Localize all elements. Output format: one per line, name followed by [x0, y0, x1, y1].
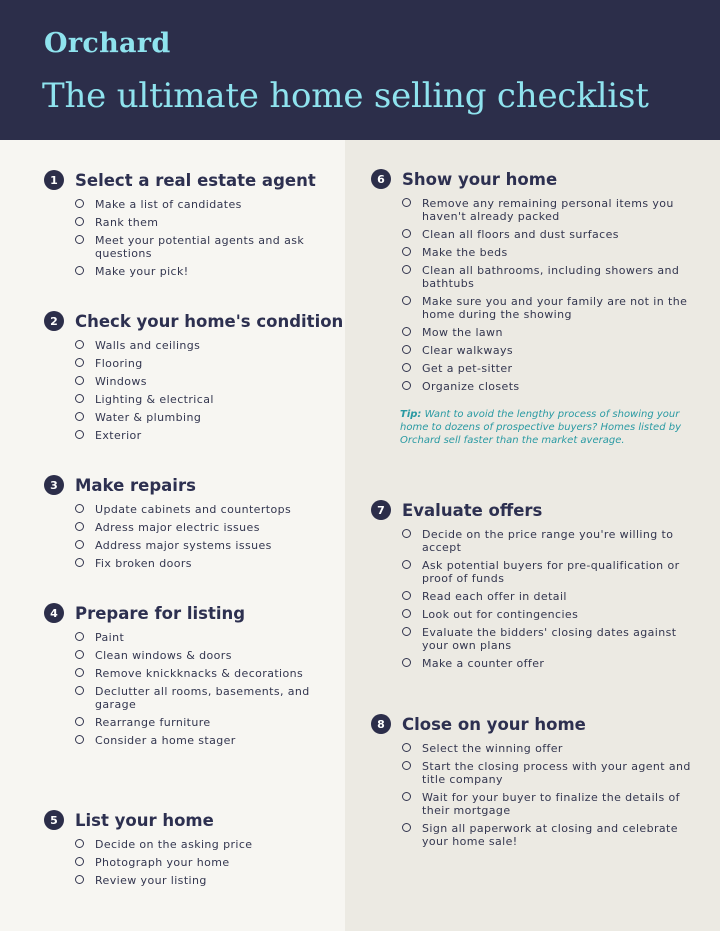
checklist-item[interactable]: [75, 856, 334, 869]
section-2: [44, 309, 344, 447]
section-6: [371, 167, 701, 398]
checklist-item[interactable]: [75, 557, 334, 570]
checkbox-circle-icon[interactable]: [402, 296, 411, 305]
checkbox-circle-icon[interactable]: [75, 340, 84, 349]
checklist: [75, 503, 334, 570]
checkbox-circle-icon[interactable]: [75, 412, 84, 421]
checklist-item-label: Fix broken doors: [95, 557, 192, 570]
checkbox-circle-icon[interactable]: [75, 504, 84, 513]
checklist-item[interactable]: [75, 216, 334, 229]
checkbox-circle-icon[interactable]: [402, 363, 411, 372]
checklist-item[interactable]: [75, 375, 334, 388]
checkbox-circle-icon[interactable]: [402, 345, 411, 354]
checkbox-circle-icon[interactable]: [75, 857, 84, 866]
checklist-item[interactable]: [402, 590, 701, 603]
section-title: Select a real estate agent: [75, 170, 316, 190]
checkbox-circle-icon[interactable]: [402, 627, 411, 636]
section-heading: [44, 601, 334, 625]
checklist-item-label: Read each offer in detail: [422, 590, 567, 603]
checklist-item-label: Wait for your buyer to finalize the details of their mortgage: [422, 791, 680, 817]
checklist-item-label: Organize closets: [422, 380, 520, 393]
checklist: [75, 198, 334, 278]
checklist-item-label: Consider a home stager: [95, 734, 236, 747]
step-number-badge: 8: [371, 714, 391, 734]
checkbox-circle-icon[interactable]: [75, 217, 84, 226]
checklist-item-label: Clean all bathrooms, including showers and bathtubs: [422, 264, 680, 290]
checkbox-circle-icon[interactable]: [402, 198, 411, 207]
step-number-badge: 4: [44, 603, 64, 623]
section-heading: [44, 808, 334, 832]
step-number-badge: 6: [371, 169, 391, 189]
checklist-item[interactable]: [75, 667, 334, 680]
checkbox-circle-icon[interactable]: [75, 376, 84, 385]
checklist-item-label: Clear walkways: [422, 344, 514, 357]
checklist-item[interactable]: [402, 264, 701, 290]
checklist-item-label: Walls and ceilings: [95, 339, 201, 352]
checkbox-circle-icon[interactable]: [75, 632, 84, 641]
checkbox-circle-icon[interactable]: [402, 381, 411, 390]
checklist-item[interactable]: [402, 559, 701, 585]
checkbox-circle-icon[interactable]: [75, 668, 84, 677]
tip-text: Want to avoid the lengthy process of showing your home to dozens of prospective buyers? Homes listed by Orchard sell faster than the market average.: [400, 409, 682, 446]
checklist-item[interactable]: [402, 197, 701, 223]
checkbox-circle-icon[interactable]: [402, 591, 411, 600]
checklist-item-label: Remove any remaining personal items you haven't already packed: [422, 197, 674, 223]
section-title: List your home: [75, 810, 214, 830]
section-title: Check your home's condition: [75, 311, 344, 331]
checklist-item[interactable]: [75, 198, 334, 211]
checkbox-circle-icon[interactable]: [75, 430, 84, 439]
checklist: [402, 197, 701, 393]
checkbox-circle-icon[interactable]: [402, 792, 411, 801]
step-number-badge: 1: [44, 170, 64, 190]
checklist-item[interactable]: [75, 685, 334, 711]
checklist-item[interactable]: [75, 716, 334, 729]
checklist-item[interactable]: [75, 393, 334, 406]
checklist-item-label: Ask potential buyers for pre-qualification or proof of funds: [422, 559, 680, 585]
checklist-item[interactable]: [402, 380, 701, 393]
section-5: [44, 808, 334, 892]
checkbox-circle-icon[interactable]: [75, 558, 84, 567]
checkbox-circle-icon[interactable]: [402, 529, 411, 538]
checklist-item-label: Evaluate the bidders' closing dates against your own plans: [422, 626, 677, 652]
checklist-item-label: Photograph your home: [95, 856, 230, 869]
header-banner: [0, 0, 720, 140]
checklist-item-label: Rearrange furniture: [95, 716, 211, 729]
section-title: Make repairs: [75, 475, 196, 495]
step-number-badge: 7: [371, 500, 391, 520]
checklist-item-label: Paint: [95, 631, 125, 644]
checkbox-circle-icon[interactable]: [75, 686, 84, 695]
checkbox-circle-icon[interactable]: [75, 199, 84, 208]
brand-logo: Orchard: [44, 28, 171, 59]
checklist-item[interactable]: [75, 357, 334, 370]
checklist-item[interactable]: [402, 326, 701, 339]
checklist-item[interactable]: [75, 631, 334, 644]
checklist-item-label: Make your pick!: [95, 265, 189, 278]
checklist-item-label: Adress major electric issues: [95, 521, 260, 534]
checklist-item[interactable]: [402, 742, 701, 755]
checklist-item[interactable]: [402, 608, 701, 621]
section-heading: [371, 167, 701, 191]
checklist-item[interactable]: [402, 791, 701, 817]
checklist-item[interactable]: [402, 362, 701, 375]
checkbox-circle-icon[interactable]: [75, 650, 84, 659]
checkbox-circle-icon[interactable]: [402, 327, 411, 336]
section-title: Evaluate offers: [402, 500, 543, 520]
checklist-item-label: Get a pet-sitter: [422, 362, 513, 375]
checkbox-circle-icon[interactable]: [75, 266, 84, 275]
checkbox-circle-icon[interactable]: [75, 735, 84, 744]
checkbox-circle-icon[interactable]: [75, 235, 84, 244]
section-4: [44, 601, 334, 752]
checklist-item-label: Update cabinets and countertops: [95, 503, 292, 516]
checkbox-circle-icon[interactable]: [402, 609, 411, 618]
checklist-item-label: Clean all floors and dust surfaces: [422, 228, 619, 241]
checklist-item[interactable]: [402, 528, 701, 554]
checklist-item[interactable]: [75, 234, 334, 260]
checklist-item-label: Meet your potential agents and ask questions: [95, 234, 305, 260]
checklist-item-label: Decide on the price range you're willing to accept: [422, 528, 674, 554]
checklist-item-label: Lighting & electrical: [95, 393, 214, 406]
checklist-item[interactable]: [402, 626, 701, 652]
checklist-item[interactable]: [75, 503, 334, 516]
checklist-item-label: Sign all paperwork at closing and celebrate your home sale!: [422, 822, 678, 848]
checkbox-circle-icon[interactable]: [75, 717, 84, 726]
section-title: Close on your home: [402, 714, 586, 734]
checklist-item-label: Start the closing process with your agent and title company: [422, 760, 691, 786]
checklist-item-label: Make a list of candidates: [95, 198, 242, 211]
checklist-item-label: Water & plumbing: [95, 411, 202, 424]
tip-label: Tip:: [400, 409, 422, 420]
section-8: [371, 712, 701, 853]
tip-note: [400, 408, 700, 447]
checklist-item-label: Remove knickknacks & decorations: [95, 667, 304, 680]
checkbox-circle-icon[interactable]: [75, 522, 84, 531]
checklist-item[interactable]: [75, 539, 334, 552]
checklist: [402, 528, 701, 670]
section-title: Prepare for listing: [75, 603, 246, 623]
section-heading: [44, 168, 334, 192]
checklist-item-label: Clean windows & doors: [95, 649, 232, 662]
checklist-item[interactable]: [402, 295, 701, 321]
checkbox-circle-icon[interactable]: [75, 839, 84, 848]
checklist-item[interactable]: [75, 838, 334, 851]
section-7: [371, 498, 701, 675]
checklist-item[interactable]: [75, 734, 334, 747]
checklist-item[interactable]: [402, 344, 701, 357]
checklist-item[interactable]: [75, 649, 334, 662]
checklist: [75, 339, 334, 442]
checklist-item[interactable]: [75, 874, 334, 887]
checklist-item[interactable]: [75, 411, 334, 424]
checklist-item-label: Windows: [95, 375, 147, 388]
section-heading: [44, 309, 344, 333]
page-title: The ultimate home selling checklist: [42, 76, 649, 116]
checkbox-circle-icon[interactable]: [75, 358, 84, 367]
step-number-badge: 3: [44, 475, 64, 495]
checklist-item-label: Decide on the asking price: [95, 838, 253, 851]
checklist-item-label: Review your listing: [95, 874, 207, 887]
checklist: [75, 838, 334, 887]
checklist-item-label: Exterior: [95, 429, 142, 442]
checkbox-circle-icon[interactable]: [75, 875, 84, 884]
checklist-item-label: Flooring: [95, 357, 143, 370]
checkbox-circle-icon[interactable]: [402, 823, 411, 832]
checkbox-circle-icon[interactable]: [402, 265, 411, 274]
checklist-item-label: Make the beds: [422, 246, 508, 259]
section-heading: [44, 473, 334, 497]
checkbox-circle-icon[interactable]: [402, 743, 411, 752]
checkbox-circle-icon[interactable]: [402, 761, 411, 770]
section-3: [44, 473, 334, 575]
checklist: [402, 742, 701, 848]
checkbox-circle-icon[interactable]: [402, 658, 411, 667]
checklist-item-label: Make sure you and your family are not in the home during the showing: [422, 295, 688, 321]
checklist-item-label: Declutter all rooms, basements, and garage: [95, 685, 310, 711]
section-heading: [371, 712, 701, 736]
checklist-item[interactable]: [75, 265, 334, 278]
checklist-item-label: Make a counter offer: [422, 657, 545, 670]
checkbox-circle-icon[interactable]: [402, 560, 411, 569]
checklist: [75, 631, 334, 747]
section-heading: [371, 498, 701, 522]
checklist-item-label: Rank them: [95, 216, 159, 229]
checkbox-circle-icon[interactable]: [75, 394, 84, 403]
checklist-item[interactable]: [75, 339, 334, 352]
checklist-item-label: Look out for contingencies: [422, 608, 579, 621]
step-number-badge: 5: [44, 810, 64, 830]
checklist-item[interactable]: [402, 246, 701, 259]
checkbox-circle-icon[interactable]: [75, 540, 84, 549]
checklist-item[interactable]: [402, 760, 701, 786]
checklist-item[interactable]: [402, 228, 701, 241]
checklist-item[interactable]: [402, 657, 701, 670]
checklist-item-label: Select the winning offer: [422, 742, 563, 755]
section-1: [44, 168, 334, 283]
checklist-item[interactable]: [402, 822, 701, 848]
checklist-item-label: Mow the lawn: [422, 326, 503, 339]
checklist-item[interactable]: [75, 429, 334, 442]
checkbox-circle-icon[interactable]: [402, 247, 411, 256]
checklist-item-label: Address major systems issues: [95, 539, 272, 552]
checkbox-circle-icon[interactable]: [402, 229, 411, 238]
section-title: Show your home: [402, 169, 558, 189]
step-number-badge: 2: [44, 311, 64, 331]
checklist-item[interactable]: [75, 521, 334, 534]
